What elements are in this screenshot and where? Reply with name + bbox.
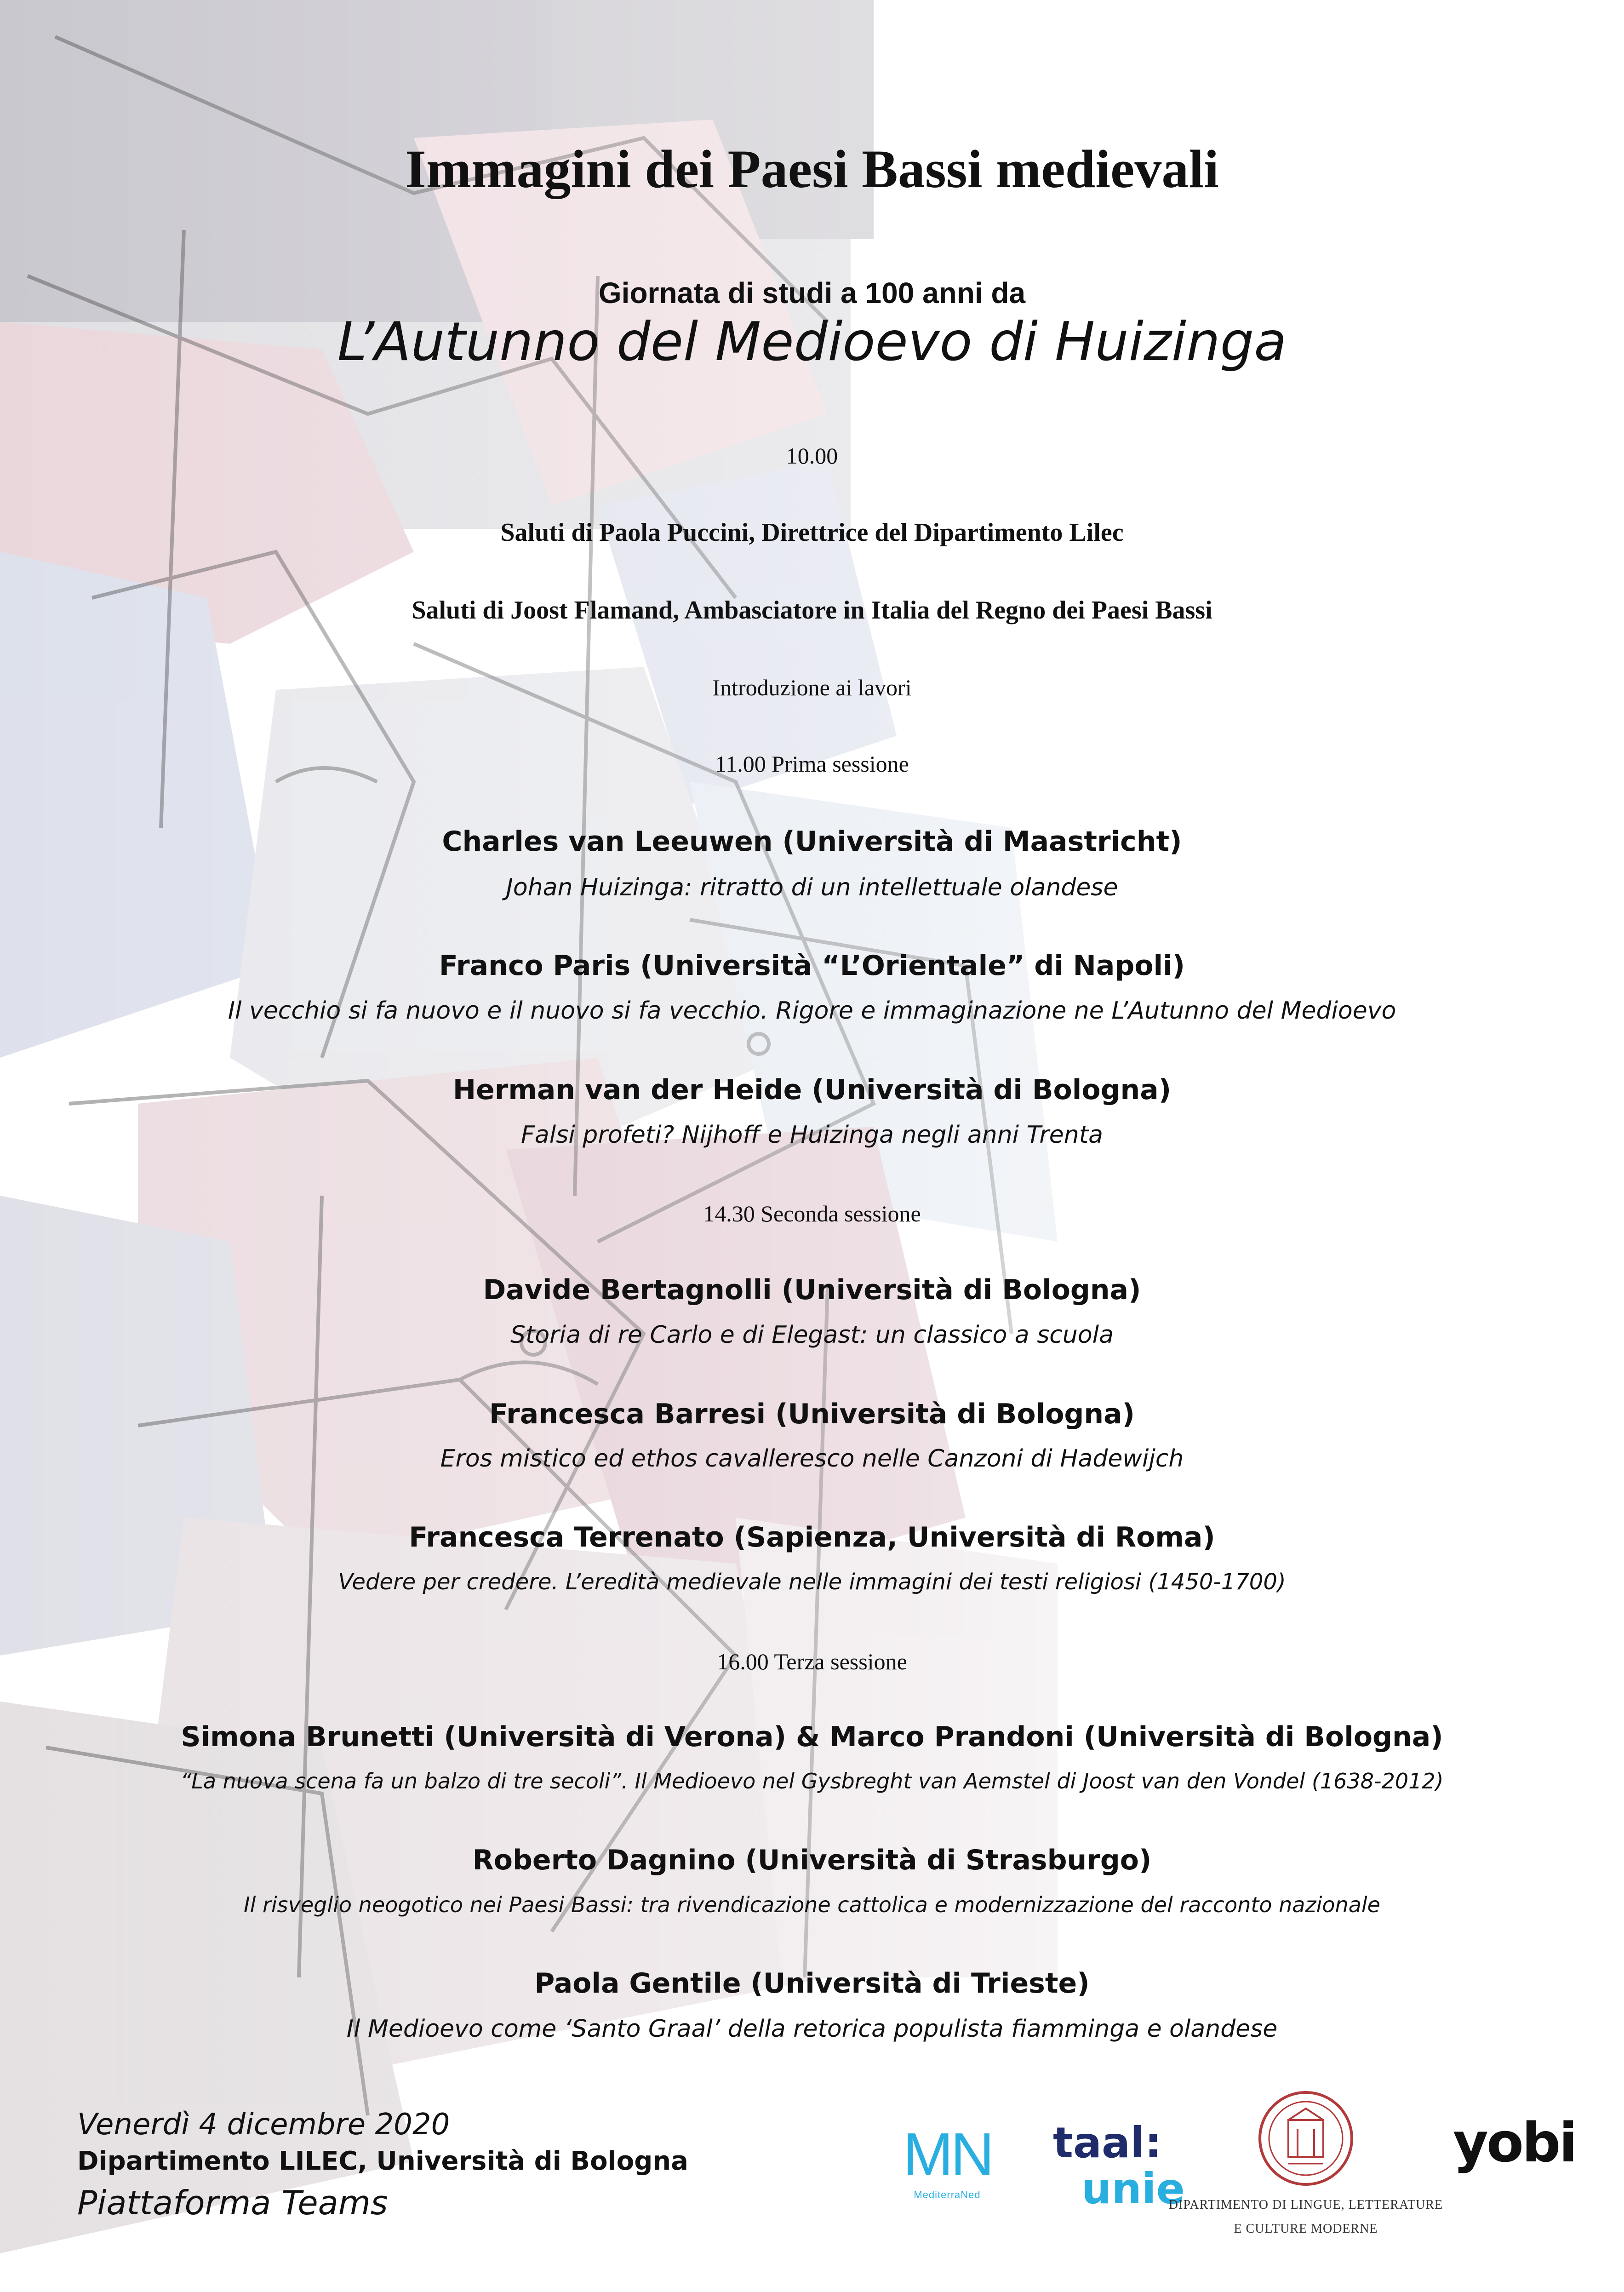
talk-speaker: Charles van Leeuwen (Università di Maastricht) [442,825,1182,858]
talk-title: Johan Huizinga: ritratto di un intellettuale olandese [506,874,1118,901]
talk-title: Vedere per credere. L’eredità medievale nelle immagini dei testi religiosi (1450-1700) [338,1569,1286,1595]
talk-title: Eros mistico ed ethos cavalleresco nelle Canzoni di Hadewijch [440,1445,1184,1473]
university-seal-icon [1255,2088,1356,2189]
taalunie-line-2: unie [1081,2164,1185,2213]
talk-speaker: Francesca Barresi (Università di Bologna) [489,1398,1135,1430]
talk-speaker: Paola Gentile (Università di Trieste) [534,1967,1090,2000]
mediterraned-mark: MN [903,2120,992,2188]
department-caption-1: DIPARTIMENTO DI LINGUE, LETTERATURE [1168,2198,1443,2212]
talk-speaker: Franco Paris (Università “L’Orientale” di Napoli) [439,950,1185,982]
yobi-text: yobi [1453,2111,1576,2174]
event-date: Venerdì 4 dicembre 2020 [77,2108,450,2142]
taalunie-logo [1053,2118,1185,2230]
talk-title: Il Medioevo come ‘Santo Graal’ della retorica populista fiamminga e olandese [346,2015,1278,2043]
talk-speaker: Herman van der Heide (Università di Bologna) [452,1074,1172,1106]
greeting-1: Saluti di Paola Puccini, Direttrice del Dipartimento Lilec [500,518,1124,547]
event-title: Immagini dei Paesi Bassi medievali [405,139,1219,199]
event-details [77,2106,688,2226]
talk-speaker: Simona Brunetti (Università di Verona) & Marco Prandoni (Università di Bologna) [181,1721,1443,1753]
session-3-heading: 16.00 Terza sessione [717,1649,907,1674]
taalunie-line-1: taal: [1053,2118,1162,2167]
event-book-title: L’Autunno del Medioevo di Huizinga [337,311,1287,373]
yobi-logo [1453,2111,1576,2194]
mediterraned-logo [901,2120,993,2230]
opening-time: 10.00 [786,443,838,469]
session-1-heading: 11.00 Prima sessione [715,751,909,777]
talk-title: Il vecchio si fa nuovo e il nuovo si fa vecchio. Rigore e immaginazione ne L’Autunno del Medioevo [228,997,1396,1025]
event-venue: Dipartimento LILEC, Università di Bologna [77,2146,688,2176]
talk-title: “La nuova scena fa un balzo di tre secoli”. Il Medioevo nel Gysbreght van Aemstel di Joost van den Vondel (1638-2012) [180,1769,1444,1793]
talk-speaker: Davide Bertagnolli (Università di Bologna) [483,1274,1141,1306]
introduction: Introduzione ai lavori [712,675,912,700]
event-subtitle: Giornata di studi a 100 anni da [598,276,1026,309]
talk-speaker: Roberto Dagnino (Università di Strasburgo) [472,1844,1152,1876]
event-platform: Piattaforma Teams [77,2183,388,2222]
talk-title: Falsi profeti? Nijhoff e Huizinga negli anni Trenta [521,1121,1103,1149]
department-caption-2: E CULTURE MODERNE [1234,2222,1378,2236]
talk-title: Storia di re Carlo e di Elegast: un classico a scuola [510,1321,1114,1349]
unibo-department-logo [1163,2088,1448,2272]
session-2-heading: 14.30 Seconda sessione [703,1201,921,1226]
talk-speaker: Francesca Terrenato (Sapienza, Università di Roma) [409,1521,1215,1553]
talk-title: Il risveglio neogotico nei Paesi Bassi: tra rivendicazione cattolica e modernizzazione del racconto nazionale [244,1892,1380,1917]
greeting-2: Saluti di Joost Flamand, Ambasciatore in Italia del Regno dei Paesi Bassi [412,596,1212,625]
mediterraned-caption: MediterraNed [914,2189,981,2200]
